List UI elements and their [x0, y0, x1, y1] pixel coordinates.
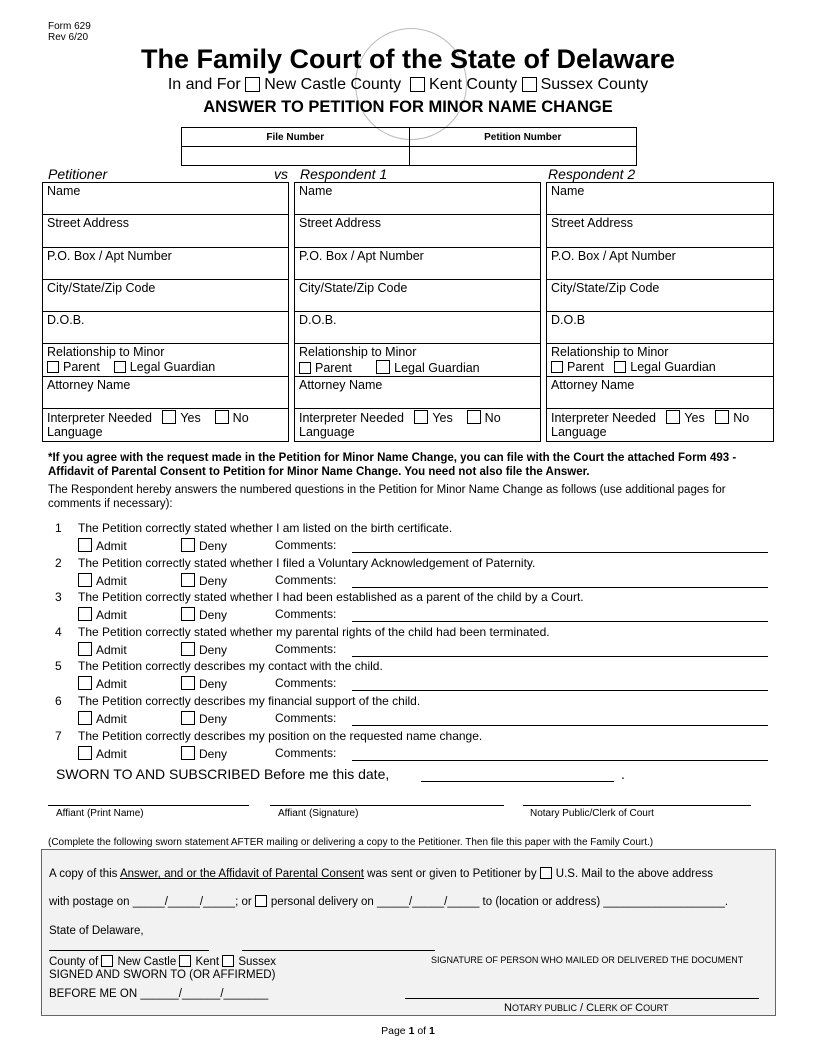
- respondent-2-heading: Respondent 2: [548, 166, 636, 182]
- notary-line[interactable]: [405, 998, 759, 999]
- question-text: The Petition correctly describes my financial support of the child.: [78, 694, 421, 708]
- sworn-period: .: [621, 766, 625, 782]
- dob-field[interactable]: D.O.B.: [43, 312, 288, 344]
- interpreter-yes-checkbox[interactable]: [414, 410, 428, 424]
- notary-label: Notary Public/Clerk of Court: [530, 808, 654, 819]
- question-row: [0, 694, 816, 728]
- deny-label: Deny: [199, 608, 228, 622]
- county-selector: [0, 76, 816, 94]
- guardian-checkbox[interactable]: [376, 360, 390, 374]
- relationship-field: Relationship to Minor Parent Legal Guardian: [43, 344, 288, 376]
- street-field[interactable]: Street Address: [547, 215, 773, 247]
- respondent-1-heading: Respondent 1: [300, 166, 388, 182]
- comments-line[interactable]: [352, 760, 768, 761]
- service-line-1: A copy of this Answer, and or the Affidavit of Parental Consent was sent or given to Petitioner by U.S. Mail to the above address: [49, 868, 714, 880]
- parent-checkbox[interactable]: [551, 361, 563, 373]
- court-title: The Family Court of the State of Delaware: [140, 44, 676, 74]
- interpreter-no-checkbox[interactable]: [467, 410, 481, 424]
- county-sussex-checkbox[interactable]: [222, 955, 234, 967]
- service-box: [41, 849, 776, 1016]
- question-number: 7: [55, 729, 62, 743]
- po-box-field[interactable]: P.O. Box / Apt Number: [43, 248, 288, 280]
- admit-checkbox[interactable]: [78, 746, 92, 760]
- attorney-field[interactable]: Attorney Name: [547, 377, 773, 409]
- deny-label: Deny: [199, 677, 228, 691]
- question-text: The Petition correctly stated whether my parental rights of the child had been terminated.: [78, 625, 550, 639]
- before-me-on: BEFORE ME ON ______/______/_______: [49, 988, 269, 1000]
- affiant-print-line[interactable]: [48, 805, 249, 806]
- question-row: [0, 659, 816, 693]
- comments-label: Comments:: [275, 607, 337, 621]
- sworn-statement: SWORN TO AND SUBSCRIBED Before me this date,: [56, 766, 390, 782]
- petitioner-box: [42, 182, 289, 442]
- state-label: State of Delaware,: [49, 925, 144, 937]
- county-kent-checkbox[interactable]: [179, 955, 191, 967]
- deny-checkbox[interactable]: [181, 642, 195, 656]
- comments-line[interactable]: [352, 587, 768, 588]
- admit-checkbox[interactable]: [78, 538, 92, 552]
- interpreter-no-checkbox[interactable]: [715, 410, 729, 424]
- us-mail-checkbox[interactable]: [540, 867, 552, 879]
- comments-line[interactable]: [352, 552, 768, 553]
- city-field[interactable]: City/State/Zip Code: [295, 280, 540, 312]
- interpreter-field: Interpreter Needed Yes No Language: [47, 411, 249, 440]
- guardian-checkbox[interactable]: [114, 361, 126, 373]
- relationship-field: Relationship to Minor Parent Legal Guardian: [295, 344, 540, 376]
- admit-checkbox[interactable]: [78, 642, 92, 656]
- answer-intro: The Respondent hereby answers the numbered questions in the Petition for Minor Name Change as follows (use additional pages for comments if necessary):: [48, 484, 726, 510]
- page-number: Page 1 of 1: [381, 1025, 435, 1037]
- comments-label: Comments:: [275, 711, 337, 725]
- deny-label: Deny: [199, 643, 228, 657]
- dob-field[interactable]: D.O.B.: [295, 312, 540, 344]
- guardian-checkbox[interactable]: [614, 361, 626, 373]
- question-row: [0, 729, 816, 763]
- service-documents: Answer, and or the Affidavit of Parental Consent: [119, 868, 364, 880]
- admit-label: Admit: [96, 608, 127, 622]
- deny-checkbox[interactable]: [181, 711, 195, 725]
- question-number: 6: [55, 694, 62, 708]
- sussex-checkbox[interactable]: [522, 77, 537, 92]
- sworn-date-line[interactable]: [421, 781, 614, 782]
- service-instruction: (Complete the following sworn statement AFTER mailing or delivering a copy to the Petitioner. Then file this paper with the Family Court.): [48, 837, 654, 848]
- affiant-signature-line[interactable]: [270, 805, 504, 806]
- interpreter-field: Interpreter Needed Yes No Language: [551, 411, 750, 440]
- attorney-field[interactable]: Attorney Name: [43, 377, 288, 409]
- admit-checkbox[interactable]: [78, 676, 92, 690]
- signer-line[interactable]: [242, 950, 435, 951]
- service-line-2: with postage on _____/_____/_____; or personal delivery on _____/_____/_____ to (location or address) ___________________.: [49, 896, 729, 908]
- comments-line[interactable]: [352, 621, 768, 622]
- name-field[interactable]: Name: [295, 183, 540, 215]
- kent-checkbox[interactable]: [410, 77, 425, 92]
- interpreter-no-checkbox[interactable]: [215, 410, 229, 424]
- comments-label: Comments:: [275, 746, 337, 760]
- admit-checkbox[interactable]: [78, 711, 92, 725]
- file-number-label: File Number: [182, 128, 410, 147]
- deny-label: Deny: [199, 712, 228, 726]
- deny-checkbox[interactable]: [181, 607, 195, 621]
- deny-checkbox[interactable]: [181, 573, 195, 587]
- city-field[interactable]: City/State/Zip Code: [547, 280, 773, 312]
- name-field[interactable]: Name: [547, 183, 773, 215]
- deny-checkbox[interactable]: [181, 676, 195, 690]
- form-number: Form 629: [48, 21, 91, 32]
- comments-label: Comments:: [275, 642, 337, 656]
- deny-checkbox[interactable]: [181, 746, 195, 760]
- state-line[interactable]: [49, 950, 209, 951]
- admit-label: Admit: [96, 747, 127, 761]
- petitioner-heading: Petitioner: [48, 166, 108, 182]
- consent-notice: *If you agree with the request made in the Petition for Minor Name Change, you can file with the Court the attached Form 493 - Affidavit of Parental Consent to Petition for Minor Name Change. You need not also file the Answer.: [48, 452, 737, 478]
- question-number: 2: [55, 556, 62, 570]
- deny-checkbox[interactable]: [181, 538, 195, 552]
- parent-checkbox[interactable]: [47, 361, 59, 373]
- question-number: 1: [55, 521, 62, 535]
- new-castle-checkbox[interactable]: [245, 77, 260, 92]
- question-number: 3: [55, 590, 62, 604]
- file-number-field[interactable]: [182, 147, 410, 166]
- case-number-table: [181, 127, 637, 166]
- question-text: The Petition correctly stated whether I had been established as a parent of the child by a Court.: [78, 590, 584, 604]
- po-box-field[interactable]: P.O. Box / Apt Number: [295, 248, 540, 280]
- petition-number-field[interactable]: [409, 147, 637, 166]
- notary-clerk-caption: NOTARY PUBLIC / CLERK OF COURT: [504, 1002, 669, 1014]
- question-row: [0, 625, 816, 659]
- vs-label: vs: [274, 166, 288, 182]
- street-field[interactable]: Street Address: [43, 215, 288, 247]
- new-castle-label: New Castle County: [264, 76, 402, 93]
- sussex-label: Sussex County: [540, 76, 649, 93]
- deny-label: Deny: [199, 574, 228, 588]
- admit-label: Admit: [96, 712, 127, 726]
- street-field[interactable]: Street Address: [295, 215, 540, 247]
- respondent-1-box: [294, 182, 541, 442]
- city-field[interactable]: City/State/Zip Code: [43, 280, 288, 312]
- respondent-2-box: [546, 182, 774, 442]
- affiant-print-label: Affiant (Print Name): [56, 808, 144, 819]
- relationship-field: Relationship to Minor Parent Legal Guardian: [547, 344, 773, 376]
- question-text: The Petition correctly stated whether I filed a Voluntary Acknowledgement of Paternity.: [78, 556, 536, 570]
- form-revision: Rev 6/20: [48, 32, 89, 43]
- question-text: The Petition correctly describes my contact with the child.: [78, 659, 383, 673]
- interpreter-field: Interpreter Needed Yes No Language: [299, 411, 501, 440]
- admit-label: Admit: [96, 677, 127, 691]
- admit-label: Admit: [96, 574, 127, 588]
- kent-label: Kent County: [429, 76, 518, 93]
- in-and-for-label: In and For: [167, 76, 241, 93]
- question-text: The Petition correctly stated whether I am listed on the birth certificate.: [78, 521, 453, 535]
- petition-number-label: Petition Number: [409, 128, 637, 147]
- county-new-castle-checkbox[interactable]: [101, 955, 113, 967]
- question-row: [0, 556, 816, 590]
- po-box-field[interactable]: P.O. Box / Apt Number: [547, 248, 773, 280]
- comments-line[interactable]: [352, 656, 768, 657]
- notary-signature-line[interactable]: [523, 805, 751, 806]
- comments-label: Comments:: [275, 573, 337, 587]
- question-number: 4: [55, 625, 62, 639]
- question-row: [0, 521, 816, 555]
- comments-line[interactable]: [352, 690, 768, 691]
- admit-label: Admit: [96, 643, 127, 657]
- question-text: The Petition correctly describes my position on the requested name change.: [78, 729, 483, 743]
- comments-label: Comments:: [275, 676, 337, 690]
- attorney-field[interactable]: Attorney Name: [295, 377, 540, 409]
- name-field[interactable]: Name: [43, 183, 288, 215]
- personal-delivery-checkbox[interactable]: [255, 895, 267, 907]
- interpreter-yes-checkbox[interactable]: [666, 410, 680, 424]
- admit-checkbox[interactable]: [78, 607, 92, 621]
- admit-label: Admit: [96, 539, 127, 553]
- question-number: 5: [55, 659, 62, 673]
- document-title: ANSWER TO PETITION FOR MINOR NAME CHANGE: [203, 98, 613, 116]
- signed-sworn-label: SIGNED AND SWORN TO (OR AFFIRMED): [49, 969, 276, 981]
- deny-label: Deny: [199, 747, 228, 761]
- affiant-signature-label: Affiant (Signature): [278, 808, 359, 819]
- interpreter-yes-checkbox[interactable]: [162, 410, 176, 424]
- comments-label: Comments:: [275, 538, 337, 552]
- deny-label: Deny: [199, 539, 228, 553]
- admit-checkbox[interactable]: [78, 573, 92, 587]
- signature-caption: SIGNATURE OF PERSON WHO MAILED OR DELIVERED THE DOCUMENT: [431, 955, 744, 965]
- comments-line[interactable]: [352, 725, 768, 726]
- question-row: [0, 590, 816, 624]
- county-of: County of New Castle Kent Sussex: [49, 956, 277, 968]
- parent-checkbox[interactable]: [299, 362, 311, 374]
- dob-field[interactable]: D.O.B: [547, 312, 773, 344]
